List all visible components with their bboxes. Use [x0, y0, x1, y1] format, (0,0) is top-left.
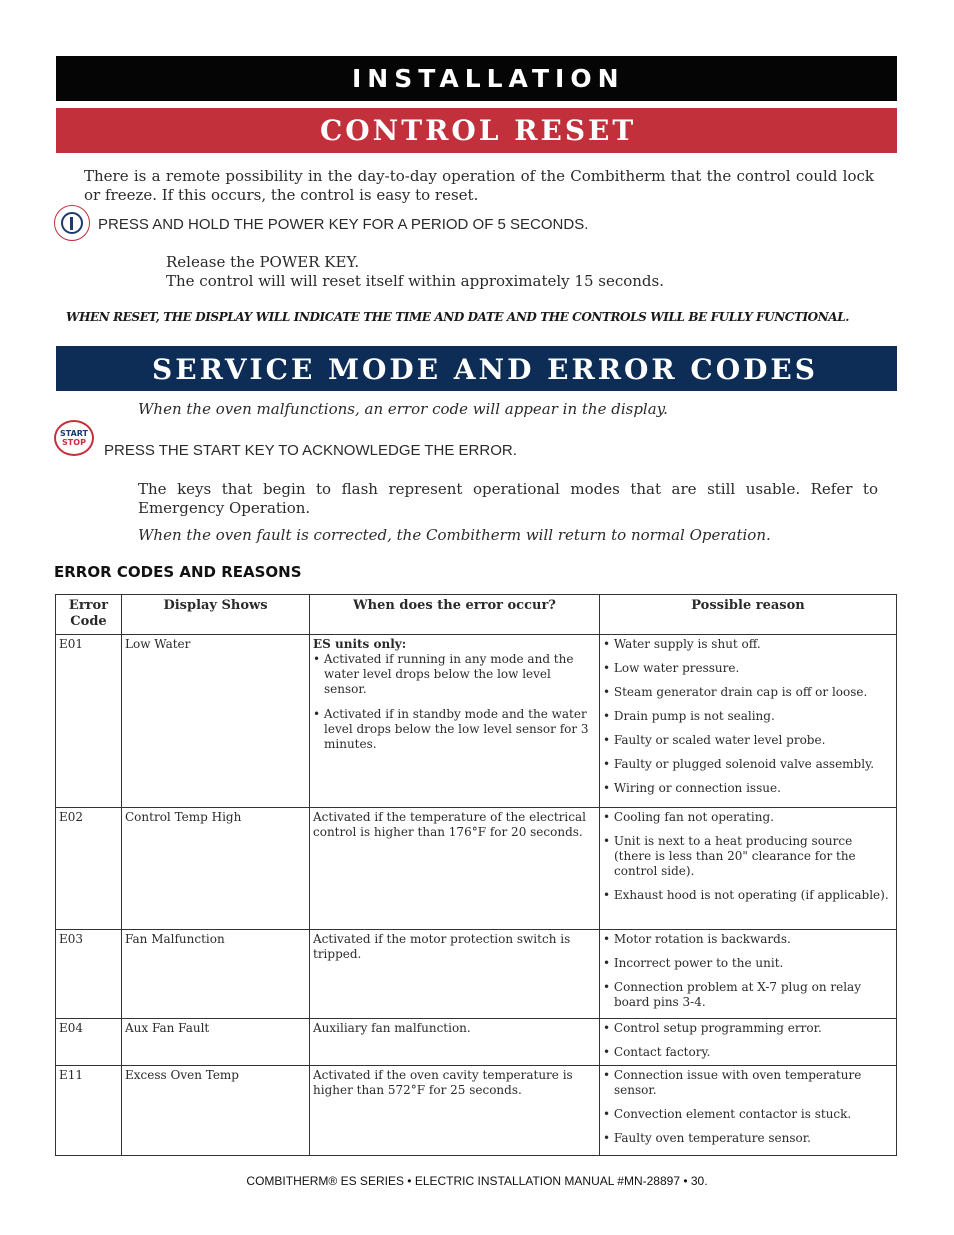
- error-code-cell: E11: [56, 1066, 122, 1156]
- column-header-error-code: Error Code: [56, 595, 122, 635]
- reason-cell: [600, 808, 897, 930]
- when-bullet: • Activated if running in any mode and the water level drops below the low level sensor.: [313, 652, 574, 696]
- when-cell: Activated if the motor protection switch is tripped.: [310, 930, 600, 1019]
- control-reset-intro: There is a remote possibility in the day-to-day operation of the Combitherm that the control could lock or freeze. If this occurs, the control is easy to reset.: [84, 167, 874, 204]
- display-shows-cell: Aux Fan Fault: [122, 1019, 310, 1066]
- column-header-possible-reason: Possible reason: [600, 595, 897, 635]
- power-key-instruction: PRESS AND HOLD THE POWER KEY FOR A PERIOD OF 5 SECONDS.: [98, 216, 589, 233]
- reason-item: • Control setup programming error.: [603, 1021, 822, 1035]
- reason-item: • Connection problem at X-7 plug on relay board pins 3-4.: [603, 980, 861, 1009]
- error-codes-table: [55, 594, 897, 1156]
- reason-item: • Contact factory.: [603, 1045, 711, 1059]
- reason-item: • Wiring or connection issue.: [603, 781, 781, 795]
- reason-item: • Low water pressure.: [603, 661, 740, 675]
- reason-cell: [600, 1066, 897, 1156]
- reason-item: • Cooling fan not operating.: [603, 810, 774, 824]
- reason-item: • Exhaust hood is not operating (if applicable).: [603, 888, 889, 902]
- reason-item: • Connection issue with oven temperature sensor.: [603, 1068, 862, 1097]
- column-header-when: When does the error occur?: [310, 595, 600, 635]
- reason-item: • Faulty or plugged solenoid valve assembly.: [603, 757, 875, 771]
- fault-corrected-text: When the oven fault is corrected, the Combitherm will return to normal Operation.: [138, 526, 771, 544]
- error-code-cell: E03: [56, 930, 122, 1019]
- display-shows-cell: Low Water: [122, 635, 310, 808]
- page-footer: COMBITHERM® ES SERIES • ELECTRIC INSTALLATION MANUAL #MN-28897 • 30.: [246, 1174, 708, 1188]
- start-stop-key-icon: [54, 420, 94, 456]
- reset-time-text: The control will will reset itself within approximately 15 seconds.: [166, 272, 664, 290]
- table-row: [56, 1019, 897, 1066]
- reason-item: • Faulty or scaled water level probe.: [603, 733, 826, 747]
- reason-item: • Drain pump is not sealing.: [603, 709, 775, 723]
- malfunction-text: When the oven malfunctions, an error code will appear in the display.: [138, 400, 668, 418]
- reason-item: • Faulty oven temperature sensor.: [603, 1131, 811, 1145]
- display-shows-cell: Control Temp High: [122, 808, 310, 930]
- column-header-display-shows: Display Shows: [122, 595, 310, 635]
- table-row: [56, 930, 897, 1019]
- reset-note: WHEN RESET, THE DISPLAY WILL INDICATE THE TIME AND DATE AND THE CONTROLS WILL BE FULLY FUNCTIONAL.: [66, 310, 850, 324]
- when-cell: Activated if the oven cavity temperature is higher than 572°F for 25 seconds.: [310, 1066, 600, 1156]
- reason-item: • Incorrect power to the unit.: [603, 956, 784, 970]
- installation-banner: INSTALLATION: [56, 56, 897, 101]
- reason-item: • Convection element contactor is stuck.: [603, 1107, 852, 1121]
- start-label: START: [59, 429, 89, 438]
- power-key-icon: [54, 205, 90, 241]
- reason-item: • Motor rotation is backwards.: [603, 932, 791, 946]
- table-row: [56, 1066, 897, 1156]
- reason-item: • Unit is next to a heat producing source (there is less than 20" clearance for the control side).: [603, 834, 856, 878]
- when-cell: Activated if the temperature of the electrical control is higher than 176°F for 20 seconds.: [310, 808, 600, 930]
- reason-cell: [600, 930, 897, 1019]
- when-title: ES units only:: [313, 637, 407, 651]
- display-shows-cell: Fan Malfunction: [122, 930, 310, 1019]
- flash-keys-text: The keys that begin to flash represent operational modes that are still usable. Refer to Emergency Operation.: [138, 480, 878, 517]
- control-reset-banner: CONTROL RESET: [56, 108, 897, 153]
- error-codes-heading: ERROR CODES AND REASONS: [54, 563, 302, 581]
- start-key-instruction: PRESS THE START KEY TO ACKNOWLEDGE THE ERROR.: [104, 442, 517, 459]
- error-code-cell: E04: [56, 1019, 122, 1066]
- table-header-row: [56, 595, 897, 635]
- error-code-cell: E01: [56, 635, 122, 808]
- service-mode-banner: SERVICE MODE AND ERROR CODES: [56, 346, 897, 391]
- reason-cell: [600, 635, 897, 808]
- release-power-key-text: Release the POWER KEY.: [166, 253, 360, 271]
- table-row: [56, 808, 897, 930]
- error-code-cell: E02: [56, 808, 122, 930]
- when-cell: [310, 635, 600, 808]
- reason-item: • Water supply is shut off.: [603, 637, 761, 651]
- table-row: [56, 635, 897, 808]
- reason-cell: [600, 1019, 897, 1066]
- reason-item: • Steam generator drain cap is off or loose.: [603, 685, 868, 699]
- stop-label: STOP: [62, 438, 86, 447]
- when-cell: Auxiliary fan malfunction.: [310, 1019, 600, 1066]
- when-bullet: • Activated if in standby mode and the water level drops below the low level sensor for 3 minutes.: [313, 707, 589, 751]
- display-shows-cell: Excess Oven Temp: [122, 1066, 310, 1156]
